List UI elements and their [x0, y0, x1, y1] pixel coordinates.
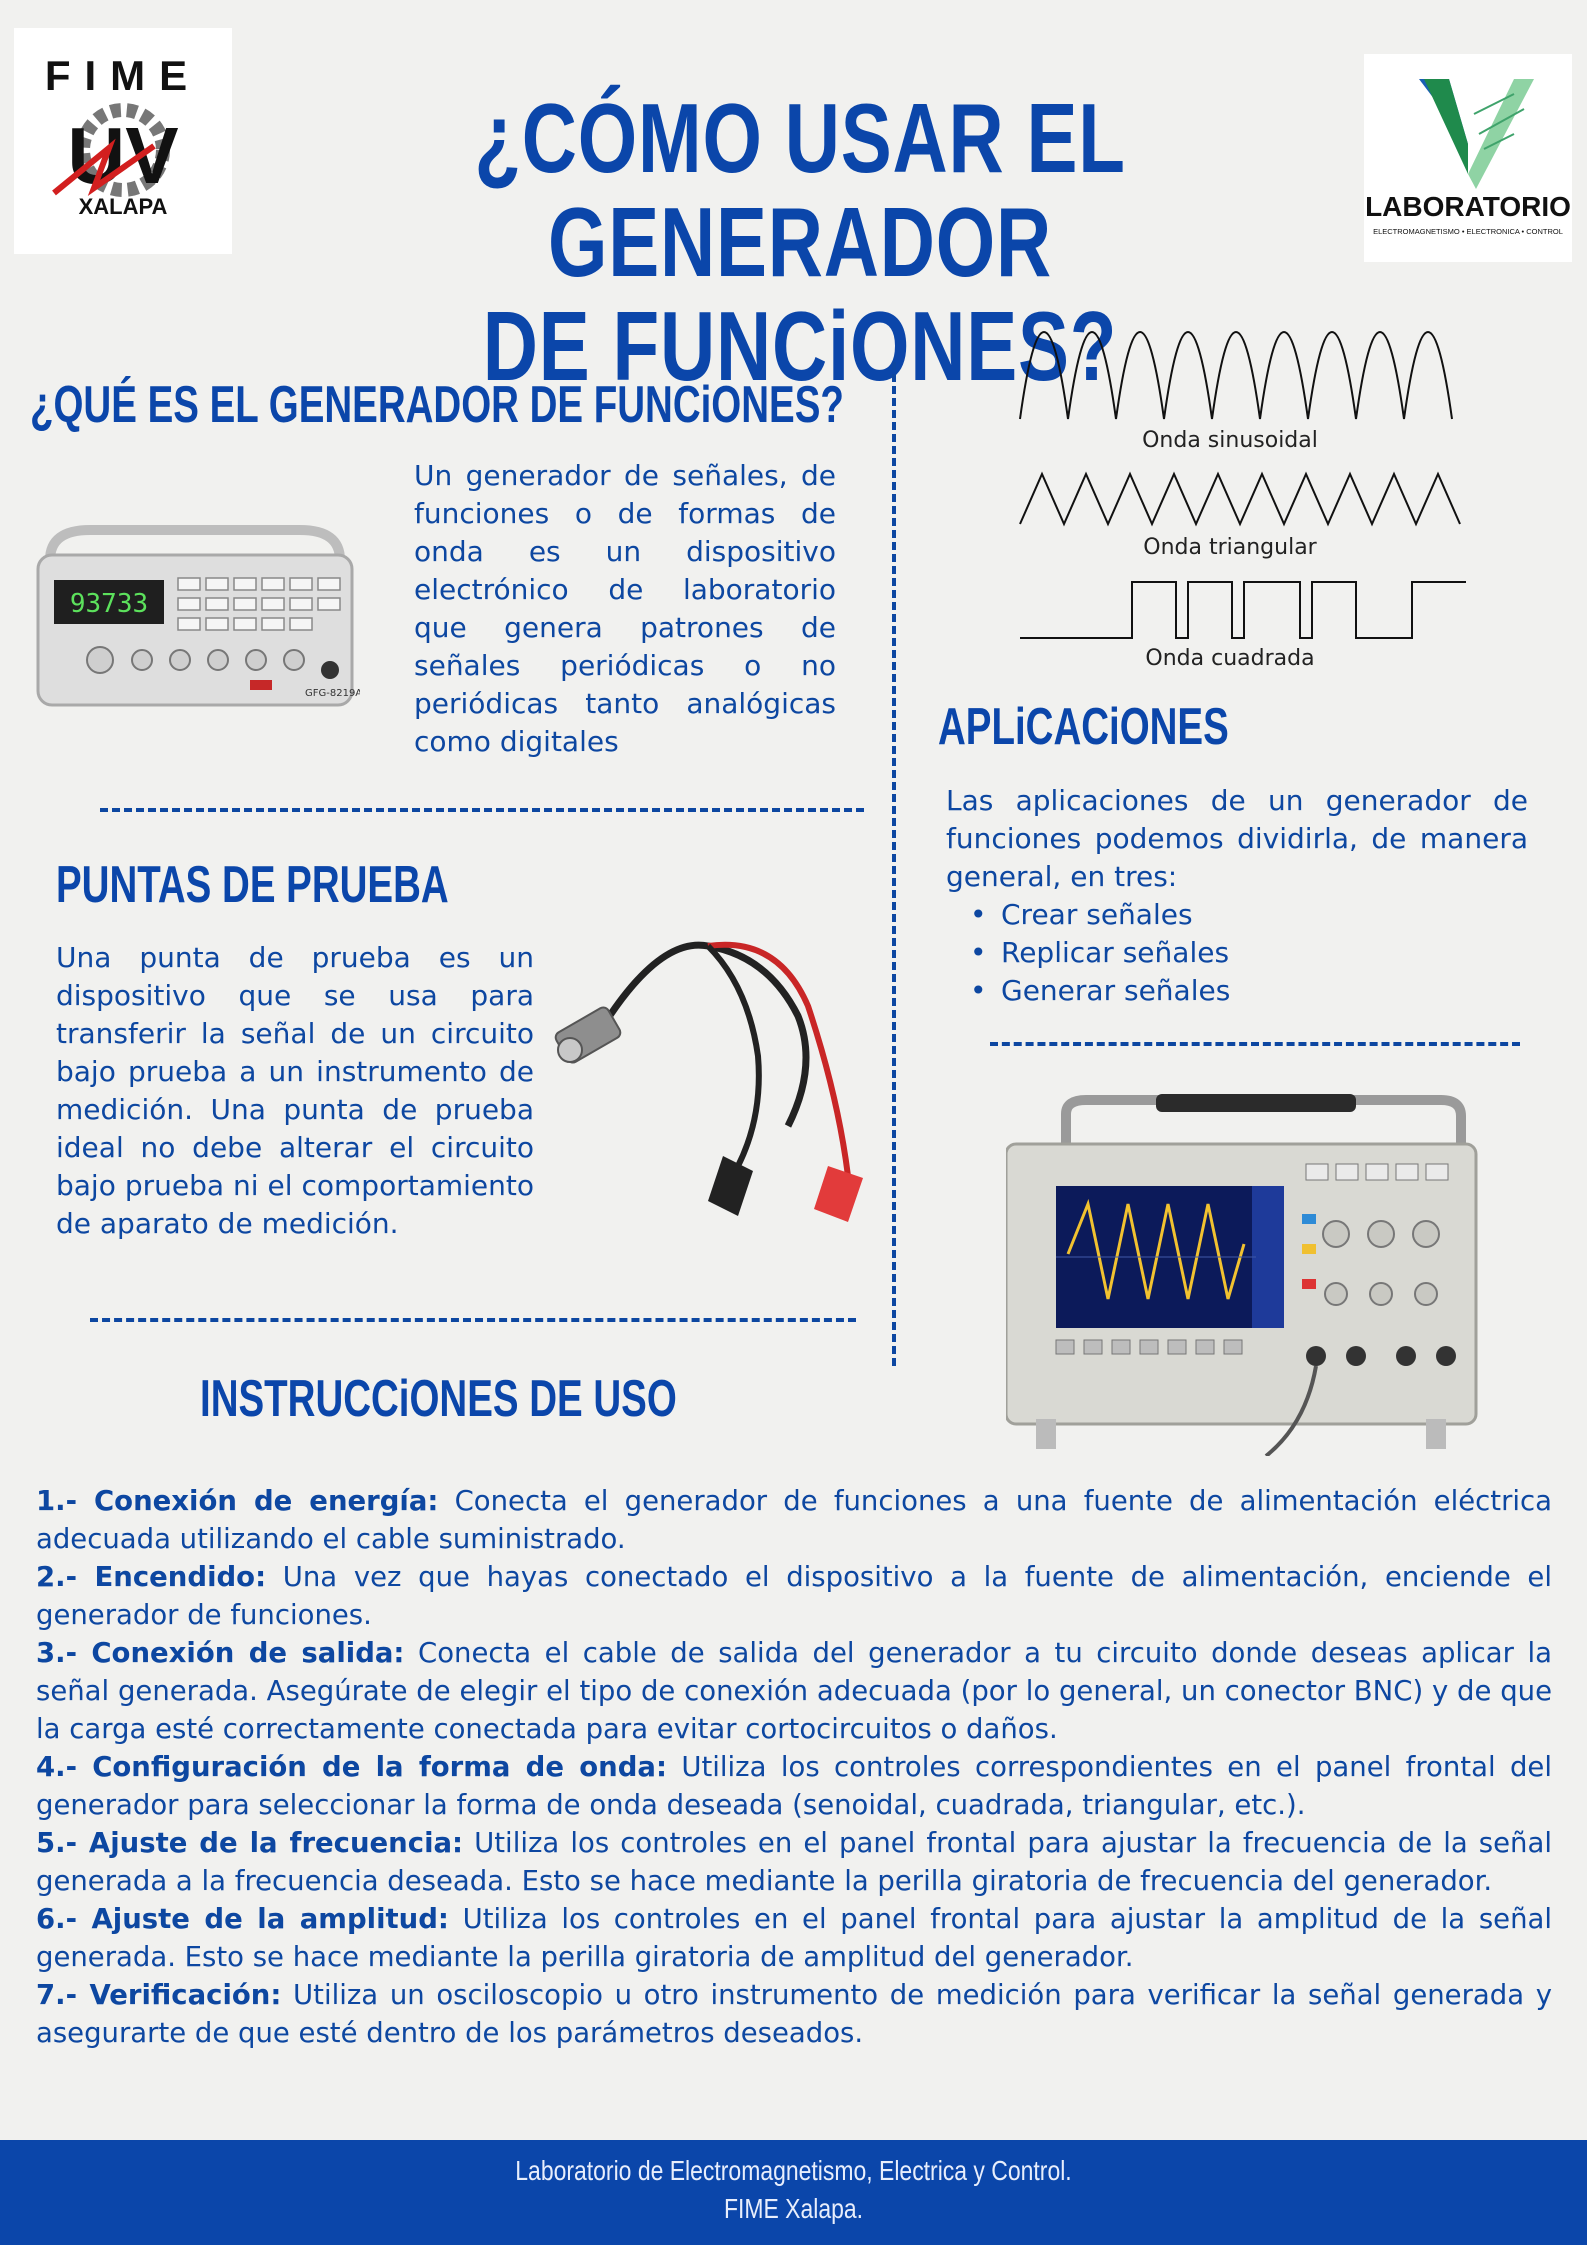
waveforms-figure — [1010, 324, 1480, 680]
instruction-step-6: 6.- Ajuste de la amplitud: Utiliza los controles en el panel frontal para ajustar la amplitud de la señal generada. Esto se hace mediante la perilla giratoria de amplitud del generador. — [36, 1903, 1552, 1973]
what-is-text: Un generador de señales, de funciones o de formas de onda es un dispositivo electrónico de laboratorio que genera patrones de señales periódicas o no periódicas tanto analógicas como digitales — [414, 459, 836, 758]
vertical-divider — [892, 362, 896, 1366]
oscilloscope-image — [1006, 1094, 1486, 1456]
what-is-heading: ¿QUÉ ES EL GENERADOR DE FUNCiONES? — [30, 376, 844, 434]
applications-heading: APLiCACiONES — [938, 698, 1229, 756]
laboratorio-logo — [1364, 54, 1572, 262]
logo-xalapa-text: XALAPA — [78, 194, 168, 219]
waveforms-svg — [1010, 324, 1480, 680]
square-wave — [1020, 582, 1466, 638]
logo-lab-sub: ELECTROMAGNETISMO • ELECTRONICA • CONTROL — [1373, 227, 1563, 236]
function-generator-image — [30, 520, 360, 716]
footer — [0, 2140, 1587, 2245]
generator-display: 93733 — [69, 589, 149, 619]
instructions-heading: INSTRUCCiONES DE USO — [200, 1370, 677, 1428]
divider-left-2 — [90, 1318, 856, 1322]
list-item: • Crear señales — [946, 896, 1486, 934]
sine-wave — [1020, 332, 1452, 419]
probes-heading: PUNTAS DE PRUEBA — [56, 856, 449, 914]
list-item: • Replicar señales — [946, 934, 1486, 972]
footer-line-1: Laboratorio de Electromagnetismo, Electrica y Control. — [515, 2155, 1072, 2186]
applications-list — [946, 896, 1486, 1010]
instruction-step-4: 4.- Configuración de la forma de onda: Utiliza los controles correspondientes en el panel frontal del generador para seleccionar la forma de onda deseada (senoidal, cuadrada, triangular, etc.). — [36, 1751, 1552, 1821]
applications-intro: Las aplicaciones de un generador de funciones podemos dividirla, de manera general, en tres: — [946, 784, 1528, 893]
instruction-step-5: 5.- Ajuste de la frecuencia: Utiliza los controles en el panel frontal para ajustar la frecuencia de la señal generada a la frecuencia deseada. Esto se hace mediante la perilla giratoria de frecuencia del generador. — [36, 1827, 1552, 1897]
title-line-1: ¿CÓMO USAR EL GENERADOR — [474, 83, 1126, 297]
logo-uv-text: UV — [67, 111, 179, 200]
title-line-2: DE FUNCiONES? — [482, 291, 1118, 401]
divider-left-1 — [100, 808, 864, 812]
instruction-step-7: 7.- Verificación: Utiliza un osciloscopio u otro instrumento de medición para verificar la señal generada y asegurarte de que esté dentro de los parámetros deseados. — [36, 1979, 1552, 2049]
logo-fime-text: FIME — [44, 52, 202, 99]
probes-text: Una punta de prueba es un dispositivo que se usa para transferir la señal de un circuito bajo prueba a un instrumento de medición. Una punta de prueba ideal no debe alterar el circuito bajo prueba ni el comportamiento de aparato de medición. — [56, 941, 534, 1240]
instruction-step-2: 2.- Encendido: Una vez que hayas conectado el dispositivo a la fuente de alimentación, enciende el generador de funciones. — [36, 1561, 1552, 1631]
footer-line-2: FIME Xalapa. — [723, 2193, 864, 2224]
triangle-wave-label: Onda triangular — [1143, 535, 1317, 560]
triangle-wave — [1020, 474, 1460, 524]
square-wave-label: Onda cuadrada — [1145, 646, 1315, 671]
probe-cable-image — [548, 926, 868, 1226]
fime-uv-logo — [14, 28, 232, 254]
generator-model: GFG-8219A — [305, 688, 360, 699]
instructions-list — [36, 1482, 1552, 2052]
logo-lab-text: LABORATORIO — [1365, 191, 1571, 222]
list-item: • Generar señales — [946, 972, 1486, 1010]
divider-right-1 — [990, 1042, 1520, 1046]
instruction-step-3: 3.- Conexión de salida: Conecta el cable de salida del generador a tu circuito donde deseas aplicar la señal generada. Asegúrate de elegir el tipo de conexión adecuada (por lo general, un conector BNC) y de que la carga esté correctamente conectada para evitar cortocircuitos o daños. — [36, 1637, 1552, 1745]
sine-wave-label: Onda sinusoidal — [1142, 428, 1318, 453]
instruction-step-1: 1.- Conexión de energía: Conecta el generador de funciones a una fuente de alimentación eléctrica adecuada utilizando el cable suministrado. — [36, 1485, 1552, 1555]
